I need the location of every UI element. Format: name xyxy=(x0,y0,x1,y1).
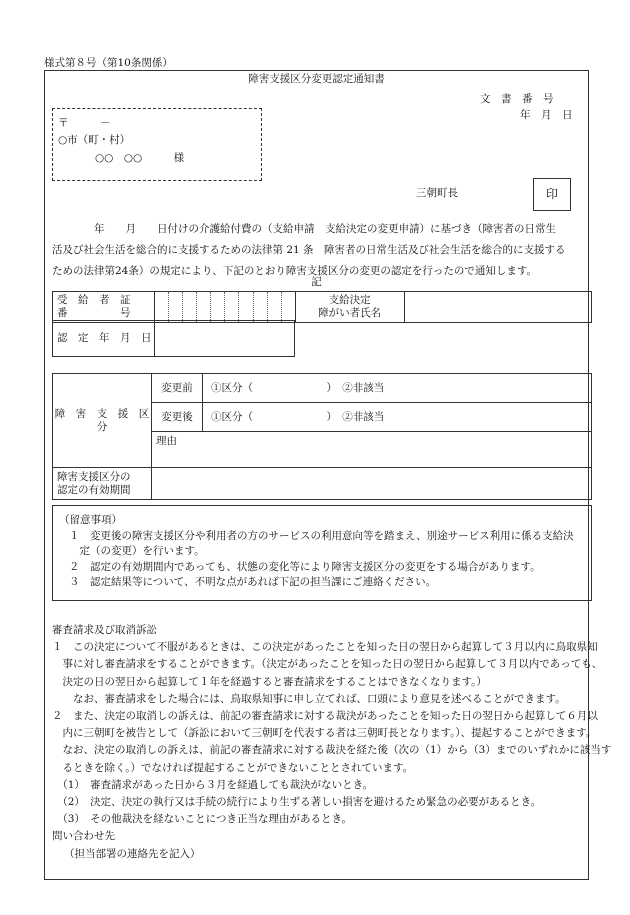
appeal-heading: 審査請求及び取消訴訟 xyxy=(52,624,157,636)
issuer: 三朝町長 xyxy=(416,187,458,199)
cert-date-table xyxy=(52,320,295,357)
contact-note: （担当部署の連絡先を記入） xyxy=(64,847,201,860)
contact-heading: 問い合わせ先 xyxy=(52,830,115,843)
doc-number: 文 書 番 号 xyxy=(480,93,554,105)
validity-value xyxy=(152,468,592,500)
name-label xyxy=(295,292,404,323)
name-value xyxy=(404,292,591,323)
appeal-line: 事に対し審査請求をすることができます。（決定があったことを知った日の翌日から起算して３月以内であっても、 xyxy=(52,658,603,671)
recipient-no-cells xyxy=(155,292,295,323)
body-text xyxy=(52,219,566,282)
appeal-line: （3） その他裁決を経ないことにつき正当な理由があるとき。 xyxy=(52,813,353,826)
body-line: 年 月 日付けの介護給付費の（支給申請 支給決定の変更申請）に基づき（障害者の日常生 xyxy=(52,223,556,235)
appeal-section xyxy=(52,622,611,863)
validity-label xyxy=(53,468,152,500)
cert-date-label: 認 定 年 月 日 xyxy=(53,321,155,357)
name-label-line2: 障がい者氏名 xyxy=(318,307,382,319)
body-line: ための法律第24条）の規定により、下記のとおり障害支援区分の変更の認定を行ったので通知します。 xyxy=(52,265,538,277)
seal-box: 印 xyxy=(533,178,571,211)
appeal-line: １ この決定について不服があるときは、この決定があったことを知った日の翌日から起算して３月以内に鳥取県知 xyxy=(52,641,598,654)
recipient-no-label xyxy=(53,292,155,323)
reason-cell xyxy=(152,432,592,468)
page-title: 障害支援区分変更認定通知書 xyxy=(248,73,385,85)
appeal-line: るときを除く。）でなければ提起することができないこととされています。 xyxy=(52,761,414,774)
note-line: ２ 認定の有効期間内であっても、状態の変化等により障害支援区分の変更をする場合があります。 xyxy=(69,561,541,573)
appeal-line: なお、決定の取消しの訴えは、前記の審査請求に対する裁決を経た後（次の（1）から（3）までのいずれかに該当す xyxy=(52,744,612,757)
reason-label: 理由 xyxy=(156,435,177,447)
name-label-line1: 支給決定 xyxy=(328,294,371,306)
notes-box xyxy=(52,505,592,601)
recipient-no-label-line1: 受 給 者 証 xyxy=(57,294,131,306)
validity-label-line1: 障害支援区分の xyxy=(57,470,131,483)
note-line: １ 変更後の障害支援区分や利用者の方のサービスの利用意向等を踏まえ、別途サービス利用に係る支給決 xyxy=(69,530,574,542)
recipient-name: ○○ ○○ 様 xyxy=(95,152,185,164)
address-city: ○市（町・村） xyxy=(58,134,131,146)
cert-date-value xyxy=(154,321,294,357)
note-line: 定（の変更）を行います。 xyxy=(69,545,205,557)
appeal-line: 内に三朝町を被告として（訴訟において三朝町を代表する者は三朝町長となります。）、提起することができます。 xyxy=(52,727,597,740)
form-number: 様式第８号（第10条関係） xyxy=(44,57,173,69)
category-label: 障 害 支 援 区 分 xyxy=(53,374,152,468)
issue-date: 年 月 日 xyxy=(520,109,573,121)
appeal-line: （2） 決定、決定の執行又は手続の続行により生ずる著しい損害を避けるため緊急の必要があるとき。 xyxy=(52,796,542,809)
body-line: 活及び社会生活を総合的に支援するための法律第 21 条 障害者の日常生活及び社会生活を総合的に支援する xyxy=(52,244,566,256)
appeal-line: なお、審査請求をした場合には、鳥取県知事に申し立てれば、口頭により意見を述べることができます。 xyxy=(52,692,566,705)
postal-code: 〒 － xyxy=(58,117,111,129)
recipient-no-label-line2: 番 号 xyxy=(57,307,131,319)
before-value: ①区分（ ） ②非該当 xyxy=(203,374,592,403)
appeal-line: 決定の日の翌日から起算して１年を経過すると審査請求をすることはできなくなります。） xyxy=(52,675,487,688)
note-line: ３ 認定結果等について、不明な点があれば下記の担当課にご連絡ください。 xyxy=(69,576,437,588)
category-table xyxy=(52,373,592,500)
after-value: ①区分（ ） ②非該当 xyxy=(203,403,592,432)
appeal-line: ２ また、決定の取消しの訴えは、前記の審査請求に対する裁決があったことを知った日の翌日から起算して６月以 xyxy=(52,710,598,723)
ki-label: 記 xyxy=(311,276,322,288)
notes-heading: （留意事項） xyxy=(59,514,122,526)
after-label: 変更後 xyxy=(152,403,203,432)
validity-label-line2: 認定の有効期間 xyxy=(57,483,131,496)
appeal-line: （1） 審査請求があった日から３月を経過しても裁決がないとき。 xyxy=(52,778,374,791)
recipient-table xyxy=(52,291,592,323)
before-label: 変更前 xyxy=(152,374,203,403)
